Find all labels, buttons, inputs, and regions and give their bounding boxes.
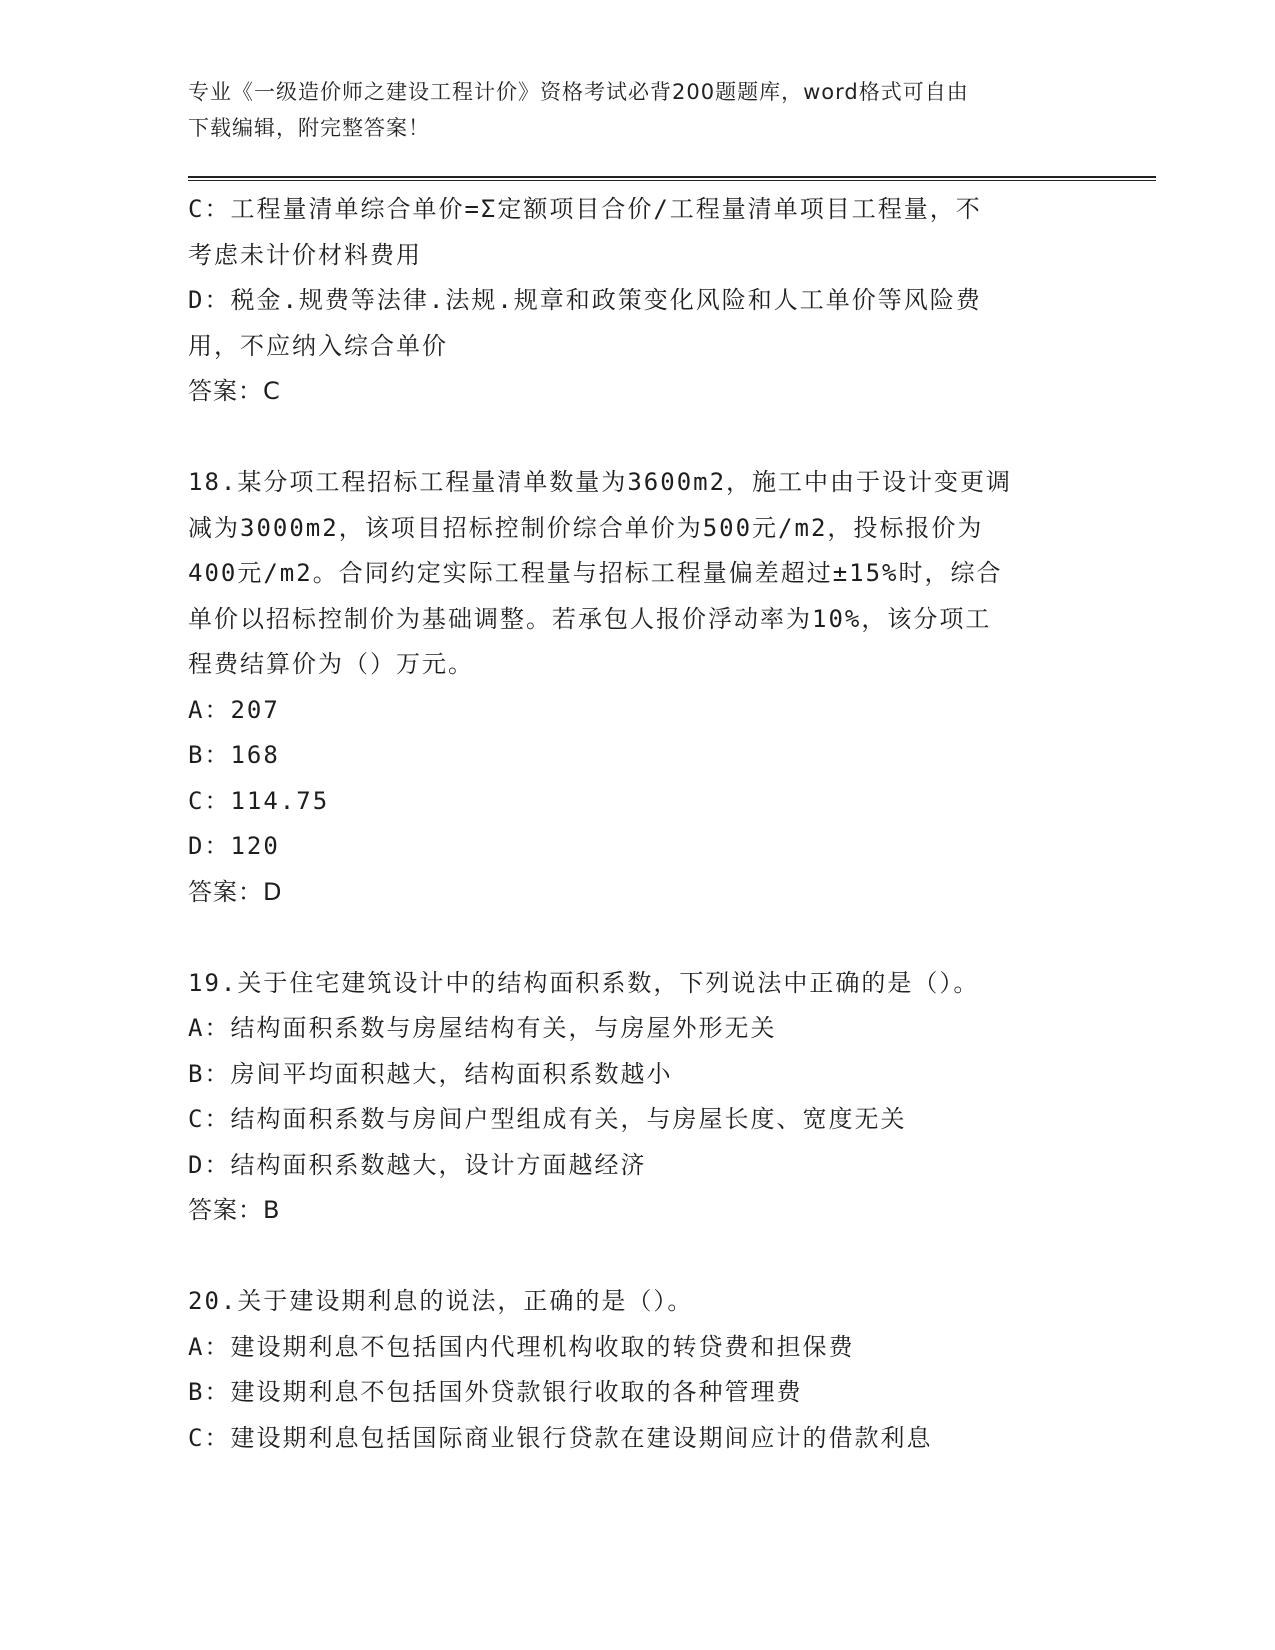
q19-option-b: B：房间平均面积越大，结构面积系数越小 xyxy=(188,1059,673,1088)
q17-option-c-line-1: C：工程量清单综合单价=Σ定额项目合价/工程量清单项目工程量，不 xyxy=(188,195,982,223)
q18-stem-line-5: 程费结算价为（）万元。 xyxy=(188,650,474,678)
q18-stem-line-2: 减为3000m2，该项目招标控制价综合单价为500元/m2，投标报价为 xyxy=(188,513,984,542)
q18-stem-line-3: 400元/m2。合同约定实际工程量与招标工程量偏差超过±15%时，综合 xyxy=(188,559,1003,587)
question-content xyxy=(188,187,1108,1461)
q17-option-c-line-2: 考虑未计价材料费用 xyxy=(188,240,422,269)
q20-option-c: C：建设期利息包括国际商业银行贷款在建设期间应计的借款利息 xyxy=(188,1423,933,1452)
q18-answer: 答案：D xyxy=(188,877,283,906)
header-divider xyxy=(188,176,1156,181)
q20-stem: 20.关于建设期利息的说法，正确的是（）。 xyxy=(188,1287,694,1315)
q20-option-b: B：建设期利息不包括国外贷款银行收取的各种管理费 xyxy=(188,1378,803,1406)
header-line-1: 专业《一级造价师之建设工程计价》资格考试必背200题题库，word格式可自由 xyxy=(188,80,969,104)
q19-option-d: D：结构面积系数越大，设计方面越经济 xyxy=(188,1150,647,1179)
header-line-2: 下载编辑，附完整答案！ xyxy=(188,116,430,140)
q19-answer: 答案：B xyxy=(188,1196,281,1224)
q18-option-b: B：168 xyxy=(188,741,280,769)
q19-stem: 19.关于住宅建筑设计中的结构面积系数，下列说法中正确的是（）。 xyxy=(188,968,980,997)
q17-answer: 答案：C xyxy=(188,377,281,405)
q18-option-d: D：120 xyxy=(188,832,280,860)
q17-option-d-line-1: D：税金.规费等法律.法规.规章和政策变化风险和人工单价等风险费 xyxy=(188,286,982,314)
q17-option-d-line-2: 用，不应纳入综合单价 xyxy=(188,331,448,360)
document-header xyxy=(188,74,1068,146)
q20-option-a: A：建设期利息不包括国内代理机构收取的转贷费和担保费 xyxy=(188,1332,855,1361)
q19-option-c: C：结构面积系数与房间户型组成有关，与房屋长度、宽度无关 xyxy=(188,1105,907,1133)
q18-stem-line-1: 18.某分项工程招标工程量清单数量为3600m2，施工中由于设计变更调 xyxy=(188,468,1013,496)
q18-option-a: A：207 xyxy=(188,695,280,724)
q18-option-c: C：114.75 xyxy=(188,786,330,815)
q19-option-a: A：结构面积系数与房屋结构有关，与房屋外形无关 xyxy=(188,1014,777,1042)
q18-stem-line-4: 单价以招标控制价为基础调整。若承包人报价浮动率为10%，该分项工 xyxy=(188,604,992,633)
